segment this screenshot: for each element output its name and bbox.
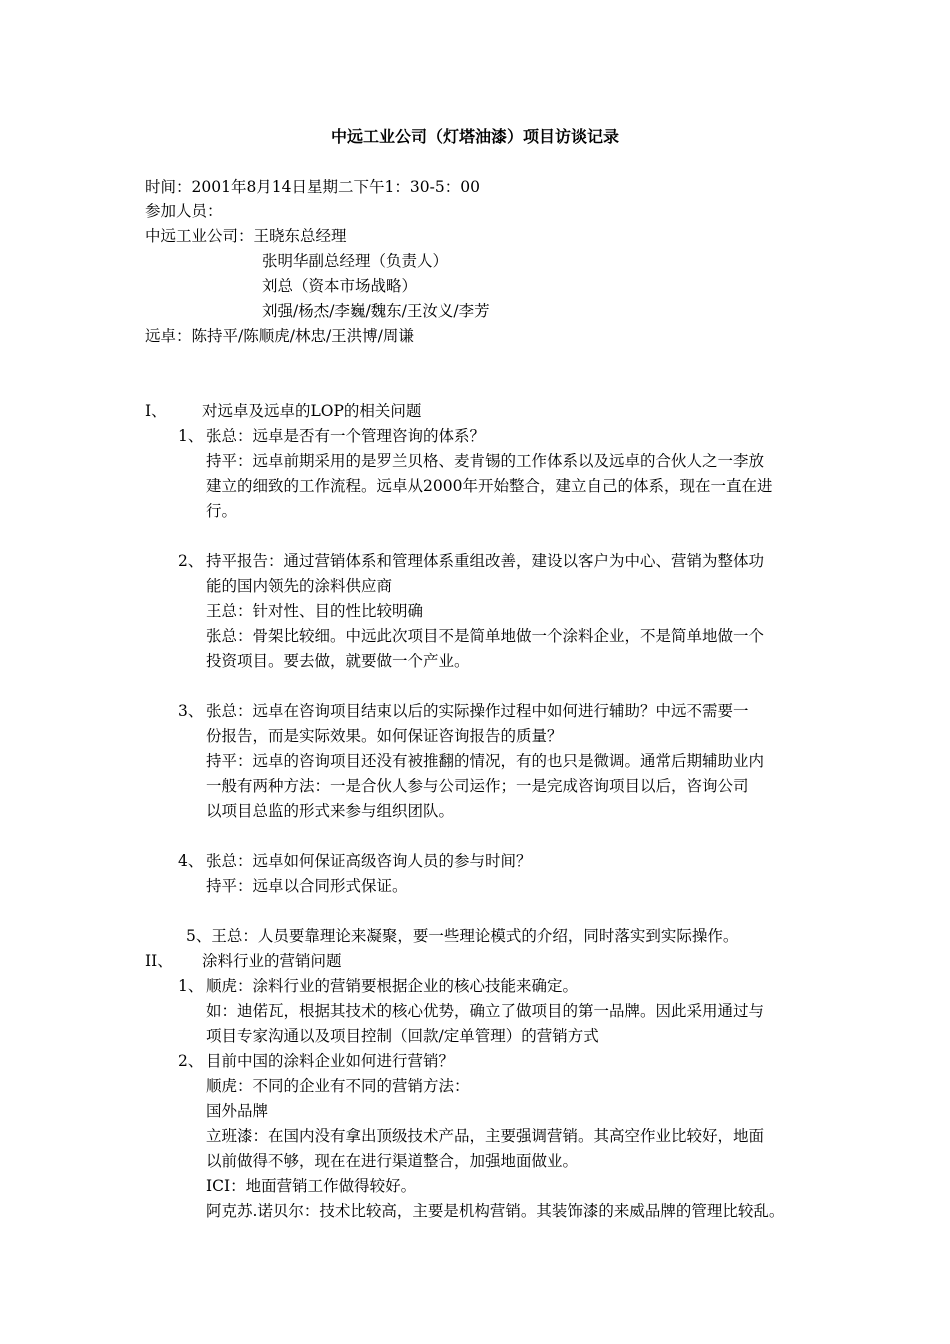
item-line: 5、王总：人员要靠理论来凝聚，要一些理论模式的介绍，同时落实到实际操作。: [186, 927, 739, 945]
item-line: 能的国内领先的涂料供应商: [206, 577, 393, 595]
item-line: 王总：针对性、目的性比较明确: [206, 602, 424, 620]
item-line: 张总：远卓是否有一个管理咨询的体系？: [206, 427, 486, 445]
item-line: 张总：远卓在咨询项目结束以后的实际操作过程中如何进行辅助？中远不需要一: [206, 702, 749, 720]
item-number: 2、: [178, 552, 204, 570]
item-number: 2、: [178, 1052, 204, 1070]
item-line: 阿克苏.诺贝尔：技术比较高，主要是机构营销。其装饰漆的来威品牌的管理比较乱。: [206, 1202, 785, 1220]
item-line: 一般有两种方法：一是合伙人参与公司运作；一是完成咨询项目以后，咨询公司: [206, 777, 749, 795]
item-line: 持平：远卓的咨询项目还没有被推翻的情况，有的也只是微调。通常后期辅助业内: [206, 752, 765, 770]
document-title: 中远工业公司（灯塔油漆）项目访谈记录: [330, 127, 619, 146]
item-line: 如：迪偌瓦，根据其技术的核心优势，确立了做项目的第一品牌。因此采用通过与: [206, 1002, 765, 1020]
section-numeral: I、: [145, 402, 167, 420]
company-attendees: 中远工业公司：王晓东总经理: [145, 227, 347, 245]
item-number: 4、: [178, 852, 204, 870]
item-line: 建立的细致的工作流程。远卓从2000年开始整合，建立自己的体系，现在一直在进: [206, 477, 773, 495]
item-line: 顺虎：涂料行业的营销要根据企业的核心技能来确定。: [206, 977, 579, 995]
section-numeral: II、: [145, 952, 173, 970]
attendees-label: 参加人员：: [145, 202, 223, 220]
item-line: ICI：地面营销工作做得较好。: [206, 1177, 417, 1195]
item-number: 3、: [178, 702, 204, 720]
yuanzhuo-attendees: 远卓：陈持平/陈顺虎/林忠/王洪博/周谦: [145, 327, 414, 345]
item-line: 项目专家沟通以及项目控制（回款/定单管理）的营销方式: [206, 1027, 599, 1045]
item-line: 以前做得不够，现在在进行渠道整合，加强地面做业。: [206, 1152, 579, 1170]
item-line: 以项目总监的形式来参与组织团队。: [206, 802, 455, 820]
item-line: 投资项目。要去做，就要做一个产业。: [206, 652, 470, 670]
meeting-time: 时间：2001年8月14日星期二下午1：30-5：00: [145, 178, 480, 196]
company-member: 刘总（资本市场战略）: [262, 277, 418, 295]
item-line: 顺虎：不同的企业有不同的营销方法：: [206, 1077, 470, 1095]
section-heading: 对远卓及远卓的LOP的相关问题: [202, 402, 422, 420]
section-heading: 涂料行业的营销问题: [202, 952, 342, 970]
item-line: 份报告，而是实际效果。如何保证咨询报告的质量？: [206, 727, 563, 745]
item-line: 国外品牌: [206, 1102, 269, 1120]
item-number: 1、: [178, 977, 204, 995]
item-line: 持平：远卓前期采用的是罗兰贝格、麦肯锡的工作体系以及远卓的合伙人之一李放: [206, 452, 765, 470]
item-number: 1、: [178, 427, 204, 445]
company-member: 刘强/杨杰/李巍/魏东/王汝义/李芳: [262, 302, 490, 320]
item-line: 立班漆：在国内没有拿出顶级技术产品，主要强调营销。其高空作业比较好，地面: [206, 1127, 765, 1145]
item-line: 目前中国的涂料企业如何进行营销？: [206, 1052, 455, 1070]
item-line: 行。: [206, 502, 238, 520]
item-line: 张总：远卓如何保证高级咨询人员的参与时间？: [206, 852, 532, 870]
item-line: 持平：远卓以合同形式保证。: [206, 877, 408, 895]
item-line: 张总：骨架比较细。中远此次项目不是简单地做一个涂料企业，不是简单地做一个: [206, 627, 765, 645]
company-member: 张明华副总经理（负责人）: [262, 252, 449, 270]
item-line: 持平报告：通过营销体系和管理体系重组改善，建设以客户为中心、营销为整体功: [206, 552, 765, 570]
